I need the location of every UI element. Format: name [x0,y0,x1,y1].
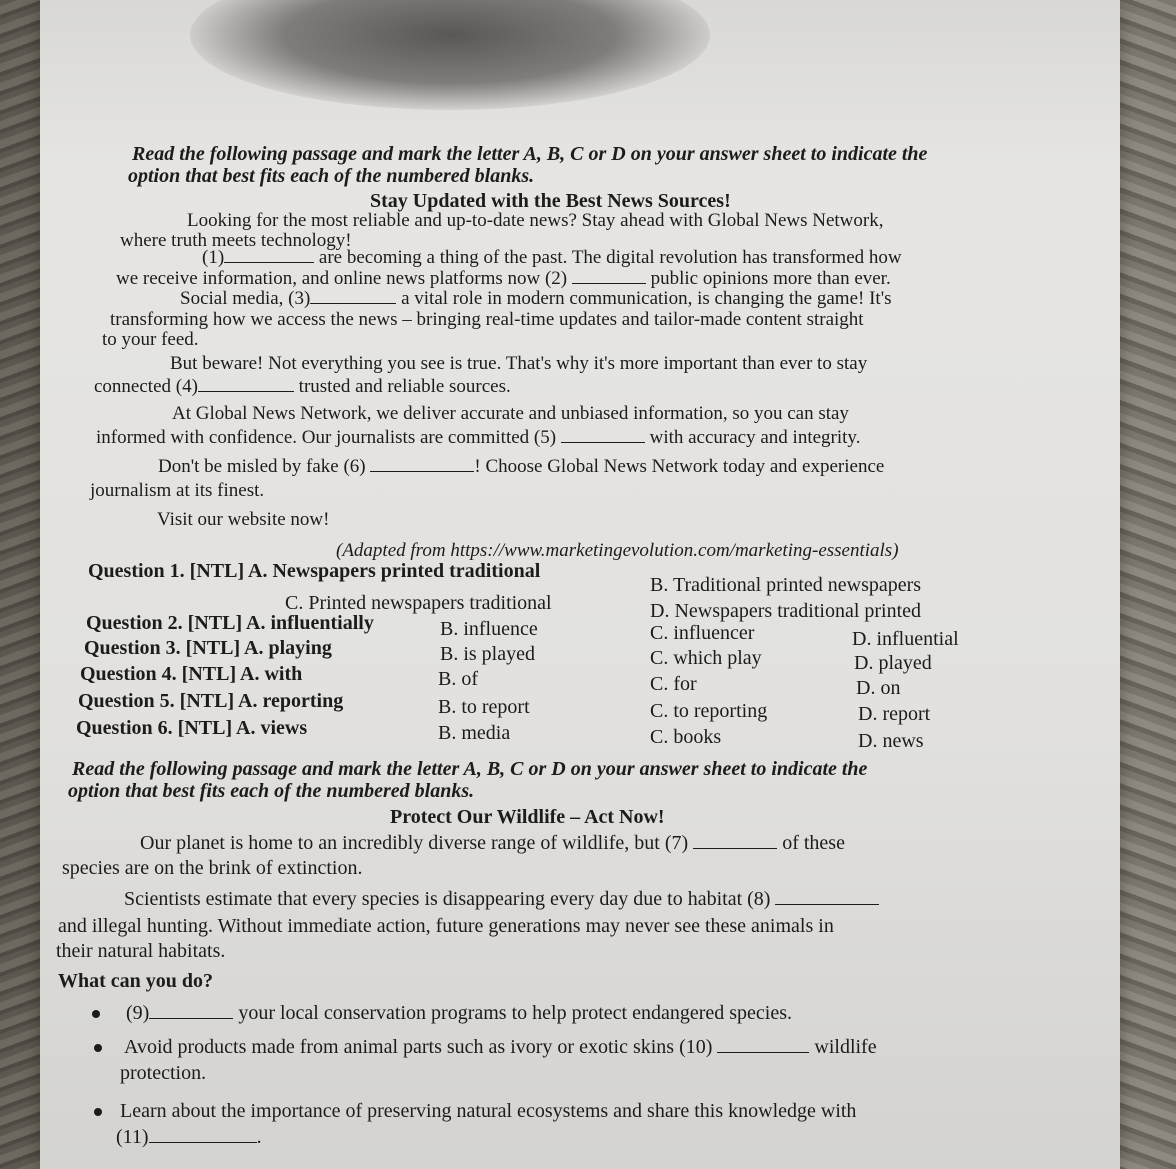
paragraph-line: Looking for the most reliable and up-to-date news? Stay ahead with Global News Network, [187,210,884,231]
paragraph-line [124,888,879,910]
line-text: Don't be misled by fake (6) [158,456,366,477]
passage-title: Stay Updated with the Best News Sources! [370,190,731,212]
blank-number: (1) [202,247,225,268]
bullet-line: protection. [120,1062,207,1084]
blank-8 [775,890,879,905]
option-b: B. to report [438,696,530,718]
option-d: D. played [854,652,932,674]
option-c: C. books [650,726,722,748]
paragraph-line: journalism at its finest. [90,480,265,501]
line-text: ! Choose Global News Network today and experience [474,456,885,477]
instruction-line-2: option that best fits each of the numbered blanks. [68,780,475,802]
paragraph-line: species are on the brink of extinction. [62,857,363,879]
blank-7 [693,834,777,849]
line-text: Social media, (3) [180,288,311,309]
paragraph-line [158,456,884,478]
line-text: are becoming a thing of the past. The digital revolution has transformed how [318,247,902,268]
line-text: wildlife [814,1036,877,1058]
question-label: Question 3. [NTL] A. playing [84,637,332,659]
option-c: C. which play [650,647,762,669]
instruction-line-2: option that best fits each of the numbered blanks. [128,165,535,187]
bullet-icon [94,1108,102,1116]
line-text: Scientists estimate that every species is disappearing every day due to habitat (8) [124,888,771,910]
question-label: Question 1. [NTL] A. Newspapers printed traditional [88,560,541,582]
paragraph-line [94,376,511,398]
paragraph-line: their natural habitats. [56,940,226,962]
blank-10 [717,1038,809,1053]
question-label: Question 4. [NTL] A. with [80,663,303,685]
bullet-icon [94,1044,102,1052]
blank-3 [310,289,396,304]
passage-title: Protect Our Wildlife – Act Now! [390,806,665,828]
option-d: D. on [856,677,901,699]
question-label: Question 6. [NTL] A. views [76,717,308,739]
option-b: B. Traditional printed newspapers [650,574,922,596]
question-label: Question 2. [NTL] A. influentially [86,612,374,634]
bullet-line [126,1002,792,1024]
question-row [88,560,540,582]
line-text: with accuracy and integrity. [649,427,861,448]
paragraph-line: Visit our website now! [157,509,330,530]
paragraph-line: and illegal hunting. Without immediate action, future generations may never see these animals in [58,915,834,937]
line-text: a vital role in modern communication, is changing the game! It's [401,288,892,309]
line-text: Our planet is home to an incredibly diverse range of wildlife, but (7) [140,832,689,854]
paragraph-line: But beware! Not everything you see is true. That's why it's more important than ever to stay [170,353,868,374]
instruction-line-1: Read the following passage and mark the letter A, B, C or D on your answer sheet to indicate the [132,143,928,165]
paragraph-line: transforming how we access the news – bringing real-time updates and tailor-made content straight [110,309,864,330]
blank-9 [149,1004,233,1019]
line-text: we receive information, and online news platforms now (2) [116,268,568,289]
blank-2 [572,269,646,284]
option-d: D. report [858,703,931,725]
paragraph-line [96,427,860,449]
paragraph-line [140,832,845,854]
bullet-line: Learn about the importance of preserving natural ecosystems and share this knowledge with [120,1100,857,1122]
paragraph-line [116,268,891,290]
bullet-icon [92,1010,100,1018]
line-text: connected (4) [94,376,198,397]
source-citation: (Adapted from https://www.marketingevolution.com/marketing-essentials) [336,540,899,561]
bullet-line [124,1036,877,1058]
line-text: trusted and reliable sources. [298,376,511,397]
blank-number: (9) [126,1002,150,1024]
option-d: D. Newspapers traditional printed [650,600,922,622]
blank-number: (11) [116,1126,149,1148]
option-c: C. for [650,673,697,695]
blank-4 [198,377,294,392]
paragraph-line: At Global News Network, we deliver accurate and unbiased information, so you can stay [172,403,849,424]
option-c: C. to reporting [650,700,768,722]
paragraph-line [202,247,902,269]
bullet-line [116,1126,262,1148]
subheading: What can you do? [58,970,214,992]
blank-6 [370,457,474,472]
line-text: Avoid products made from animal parts such as ivory or exotic skins (10) [124,1036,713,1058]
line-text: public opinions more than ever. [650,268,891,289]
paragraph-line: where truth meets technology! [120,230,352,251]
blank-1 [224,248,314,263]
paragraph-line: to your feed. [102,329,199,350]
question-label: Question 5. [NTL] A. reporting [78,690,344,712]
line-text: . [256,1126,262,1148]
option-d: D. influential [852,628,959,650]
option-b: B. influence [440,618,538,640]
instruction-line-1: Read the following passage and mark the letter A, B, C or D on your answer sheet to indicate the [72,758,868,780]
line-text: of these [782,832,845,854]
blank-11 [149,1128,257,1143]
option-c: C. Printed newspapers traditional [285,592,552,614]
option-c: C. influencer [650,622,755,644]
option-b: B. media [438,722,511,744]
option-b: B. is played [440,643,535,665]
line-text: informed with confidence. Our journalists are committed (5) [96,427,557,448]
option-d: D. news [858,730,924,752]
paragraph-line [180,288,892,310]
blank-5 [561,428,645,443]
option-b: B. of [438,668,478,690]
line-text: your local conservation programs to help protect endangered species. [238,1002,793,1024]
